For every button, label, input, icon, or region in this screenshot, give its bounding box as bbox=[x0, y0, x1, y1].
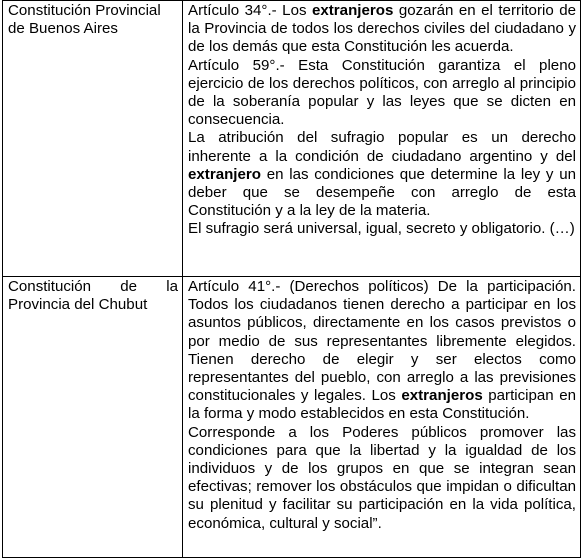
text-run: participan en la forma y modo establecidos en esta Constitución. bbox=[188, 387, 577, 423]
highlighted-term: extranjero bbox=[188, 165, 261, 183]
text-run: Artículo 59°.- Esta Constitución garantiza el pleno ejercicio de los derechos políticos, con arreglo al principio de la soberanía popular y las leyes que se dicten en consecuencia. bbox=[188, 56, 576, 129]
province-name-line: Constitución Provincial bbox=[8, 2, 161, 19]
text-run: Artículo 34°.- Los bbox=[188, 2, 312, 19]
text-run: El sufragio será universal, igual, secreto y obligatorio. (…) bbox=[188, 220, 575, 238]
text-run: Corresponde a los Poderes públicos promover las condiciones para que la libertad y la igualdad de los individuos y de los grupos en que se integran sean efectivas; remover los obstáculos que impidan o dificultan su plenitud y facilitar su participación en la vida política, económica, cultural y social”. bbox=[188, 423, 576, 532]
text-run: en las condiciones que determine la ley y un deber que se desempeñe con arreglo de esta Constitución y a la ley de la materia. bbox=[188, 165, 576, 220]
province-cell bbox=[3, 1, 183, 277]
province-name-line: Constitución de la bbox=[8, 278, 178, 295]
province-name-line: de Buenos Aires bbox=[8, 20, 118, 38]
article-paragraph bbox=[188, 2, 576, 57]
article-text-cell bbox=[183, 277, 581, 558]
table-row bbox=[3, 1, 581, 277]
text-run: Artículo 41°.- (Derechos políticos) De la participación. Todos los ciudadanos tienen derecho a participar en los asuntos públicos, directamente en los casos previstos o por medio de sus representantes libremente elegidos. Tienen derecho de elegir y ser electos como representantes del pueblo, con arreglo a las previsiones constitucionales y legales. Los bbox=[188, 278, 576, 405]
constitution-comparison-table bbox=[2, 0, 581, 558]
province-name-line: Provincia del Chubut bbox=[8, 296, 148, 314]
text-run: La atribución del sufragio popular es un derecho inherente a la condición de ciudadano argentino y del bbox=[188, 129, 576, 165]
table-row bbox=[3, 277, 581, 558]
article-paragraph bbox=[188, 220, 576, 238]
article-paragraph bbox=[188, 129, 576, 220]
text-run: gozarán en el territorio de la Provincia de todos los derechos civiles del ciudadano y de los demás que esta Constitución les acuerda. bbox=[188, 2, 576, 56]
article-paragraph bbox=[188, 424, 576, 533]
article-paragraph bbox=[188, 278, 576, 424]
province-cell bbox=[3, 277, 183, 558]
highlighted-term: extranjeros bbox=[311, 2, 394, 19]
article-text-cell bbox=[183, 1, 581, 277]
article-paragraph bbox=[188, 57, 576, 130]
highlighted-term: extranjeros bbox=[401, 387, 483, 405]
